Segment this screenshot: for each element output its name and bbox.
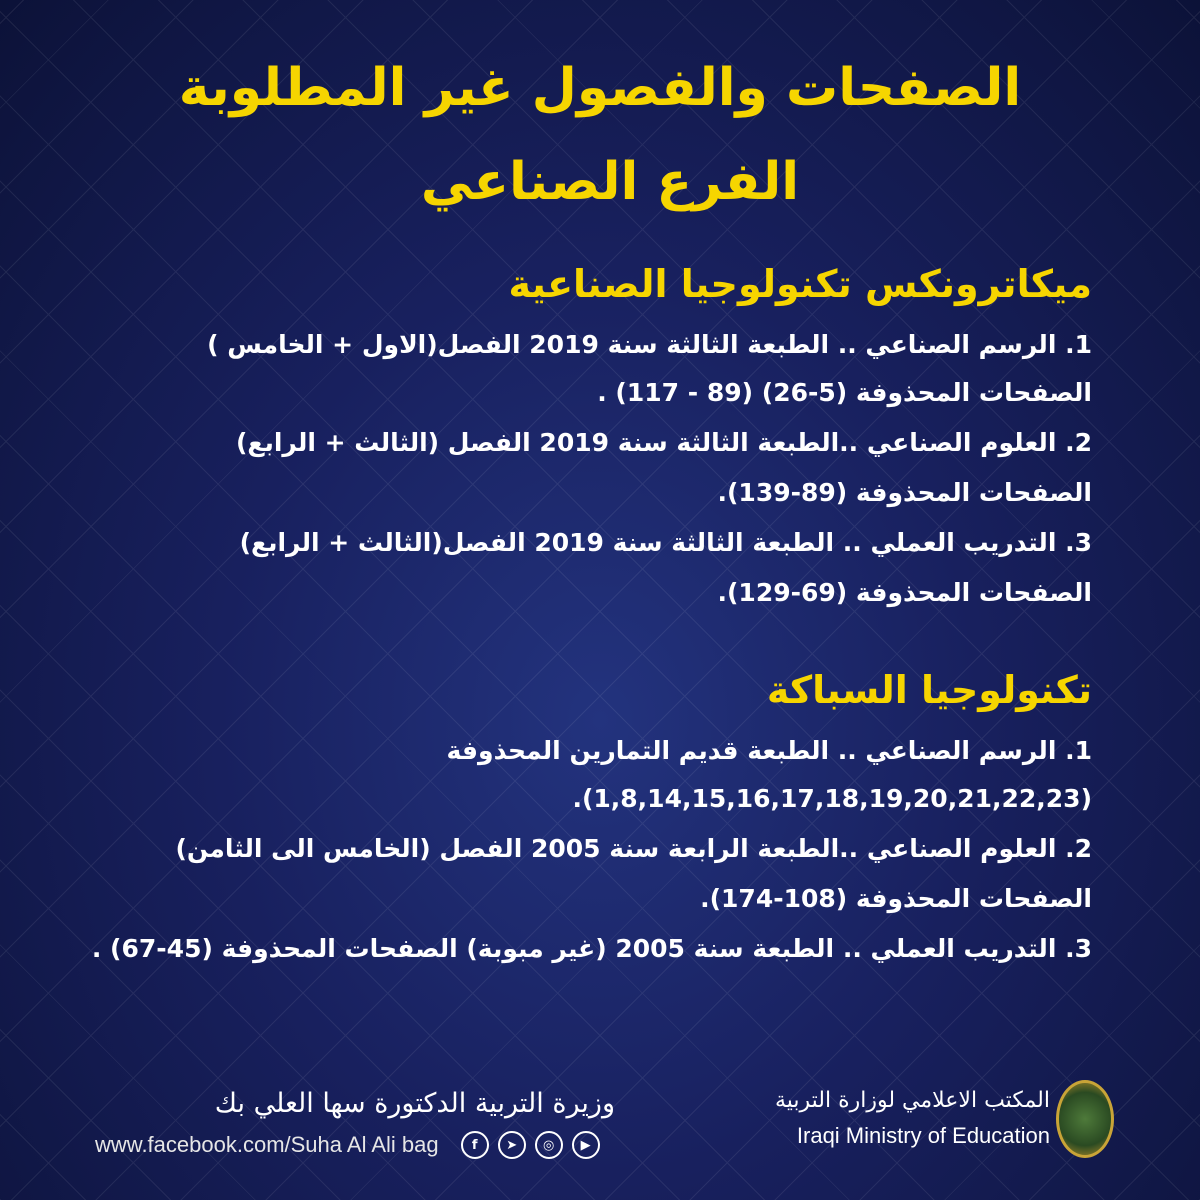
list-item: (1,8,14,15,16,17,18,19,20,21,22,23).	[572, 784, 1092, 813]
page-subtitle: الفرع الصناعي	[420, 152, 800, 212]
footer-office	[710, 1088, 1050, 1149]
list-item: 2. العلوم الصناعي ..الطبعة الثالثة سنة 2019 الفصل (الثالث + الرابع)	[235, 428, 1092, 457]
list-item: 3. التدريب العملي .. الطبعة سنة 2005 (غير مبوبة) الصفحات المحذوفة (45-67) .	[91, 934, 1092, 963]
telegram-icon[interactable]: ➤	[498, 1131, 526, 1159]
list-item: الصفحات المحذوفة (69-129).	[717, 578, 1092, 607]
list-item: 3. التدريب العملي .. الطبعة الثالثة سنة 2019 الفصل(الثالث + الرابع)	[239, 528, 1092, 557]
section-heading-mechatronics: ميكاترونكس تكنولوجيا الصناعية	[508, 262, 1092, 306]
office-name-ar: المكتب الاعلامي لوزارة التربية	[774, 1088, 1050, 1113]
ministry-seal-logo	[1056, 1080, 1114, 1158]
list-item: الصفحات المحذوفة (5-26) (89 - 117) .	[597, 378, 1092, 407]
list-item: 1. الرسم الصناعي .. الطبعة قديم التمارين المحذوفة	[446, 736, 1092, 765]
minister-name: وزيرة التربية الدكتورة سها العلي بك	[214, 1088, 615, 1119]
page-title: الصفحات والفصول غير المطلوبة	[178, 58, 1022, 118]
list-item: الصفحات المحذوفة (89-139).	[717, 478, 1092, 507]
facebook-link[interactable]: www.facebook.com/Suha Al Ali bag	[95, 1132, 439, 1157]
facebook-icon[interactable]: f	[461, 1131, 489, 1159]
youtube-icon[interactable]: ▶	[572, 1131, 600, 1159]
footer-minister	[95, 1088, 615, 1159]
list-item: 1. الرسم الصناعي .. الطبعة الثالثة سنة 2019 الفصل(الاول + الخامس )	[207, 330, 1092, 359]
list-item: الصفحات المحذوفة (108-174).	[700, 884, 1092, 913]
section-heading-casting: تكنولوجيا السباكة	[766, 668, 1092, 712]
web-icon[interactable]: ◎	[535, 1131, 563, 1159]
office-name-en: Iraqi Ministry of Education	[796, 1123, 1050, 1148]
list-item: 2. العلوم الصناعي ..الطبعة الرابعة سنة 2005 الفصل (الخامس الى الثامن)	[175, 834, 1092, 863]
